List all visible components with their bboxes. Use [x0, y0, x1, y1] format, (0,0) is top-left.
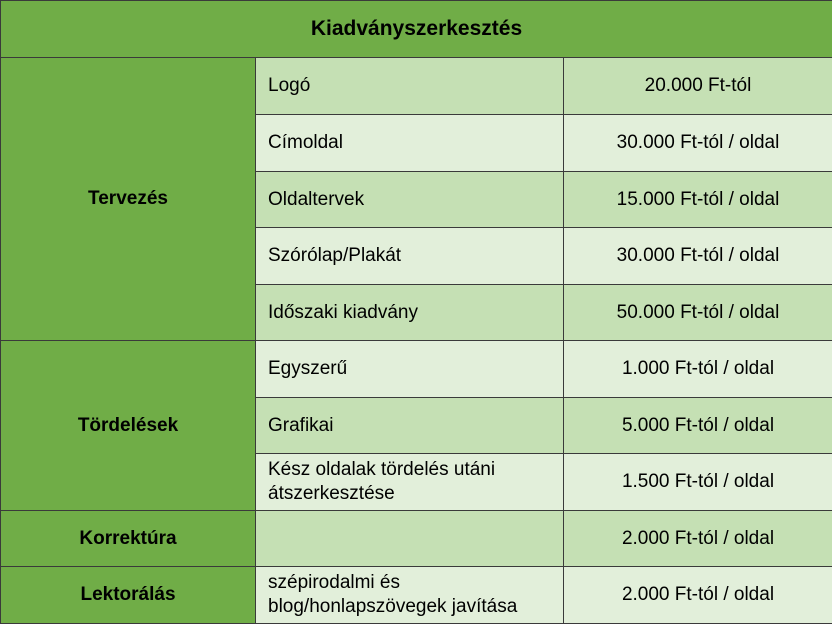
table-row [1, 341, 832, 398]
item-cell: Logó [256, 58, 564, 115]
item-cell [256, 511, 564, 567]
category-cell: Tervezés [1, 58, 256, 341]
item-cell: szépirodalmi és blog/honlapszövegek javítása [256, 567, 564, 624]
table-row [1, 58, 832, 115]
price-cell: 20.000 Ft-tól [564, 58, 832, 115]
category-cell: Korrektúra [1, 511, 256, 567]
price-cell: 2.000 Ft-tól / oldal [564, 567, 832, 624]
item-cell: Oldaltervek [256, 172, 564, 228]
table-row [1, 511, 832, 567]
item-cell: Grafikai [256, 398, 564, 454]
category-cell: Tördelések [1, 341, 256, 511]
item-cell: Szórólap/Plakát [256, 228, 564, 285]
price-cell: 1.500 Ft-tól / oldal [564, 454, 832, 511]
price-cell: 30.000 Ft-tól / oldal [564, 228, 832, 285]
item-cell: Időszaki kiadvány [256, 285, 564, 341]
table-row [1, 567, 832, 624]
table-title: Kiadványszerkesztés [1, 1, 832, 58]
price-cell: 15.000 Ft-tól / oldal [564, 172, 832, 228]
item-cell: Címoldal [256, 115, 564, 172]
price-cell: 50.000 Ft-tól / oldal [564, 285, 832, 341]
item-cell: Egyszerű [256, 341, 564, 398]
item-cell: Kész oldalak tördelés utáni átszerkesztése [256, 454, 564, 511]
title-row [1, 1, 832, 58]
price-cell: 2.000 Ft-tól / oldal [564, 511, 832, 567]
price-cell: 5.000 Ft-tól / oldal [564, 398, 832, 454]
price-cell: 1.000 Ft-tól / oldal [564, 341, 832, 398]
category-cell: Lektorálás [1, 567, 256, 624]
price-cell: 30.000 Ft-tól / oldal [564, 115, 832, 172]
